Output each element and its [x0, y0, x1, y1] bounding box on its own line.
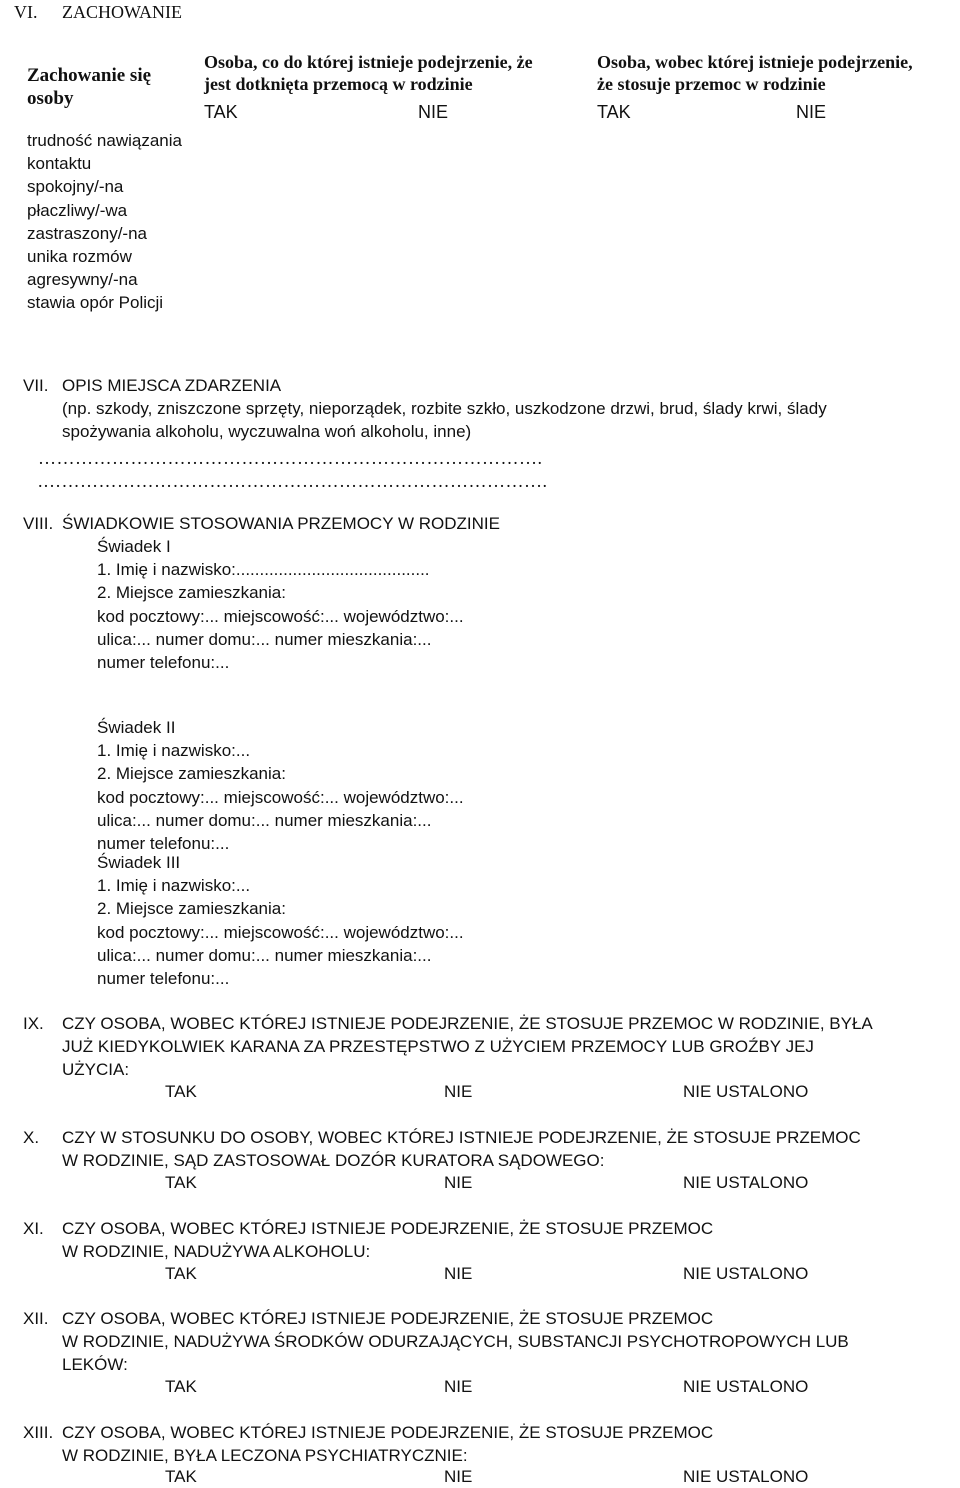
witness-3 — [97, 851, 464, 990]
section-7-description-line1: (np. szkody, zniszczone sprzęty, nieporządek, rozbite szkło, uszkodzone drzwi, brud, ślady krwi, ślady — [62, 399, 827, 418]
question-text-line: UŻYCIA: — [62, 1060, 130, 1079]
witness-street-field[interactable]: ulica:... numer domu:... numer mieszkania:... — [97, 945, 432, 965]
question-number: IX. — [23, 1014, 44, 1033]
victim-nie-label[interactable]: NIE — [418, 102, 449, 122]
witness-phone-field[interactable]: numer telefonu:... — [97, 834, 230, 854]
section-7-description-line2: spożywania alkoholu, wyczuwalna woń alkoholu, inne) — [62, 422, 472, 441]
description-dotted-line[interactable]: .………………………………………………………………………. — [38, 471, 548, 491]
perpetrator-nie-label[interactable]: NIE — [796, 102, 827, 122]
witness-street-field[interactable]: ulica:... numer domu:... numer mieszkania:... — [97, 629, 432, 649]
witness-postal-field[interactable]: kod pocztowy:... miejscowość:... województwo:... — [97, 787, 464, 807]
section-7-number: VII. — [23, 376, 49, 395]
answer-nie-ustalono[interactable]: NIE USTALONO — [683, 1082, 809, 1101]
question-text-line: CZY W STOSUNKU DO OSOBY, WOBEC KTÓREJ ISTNIEJE PODEJRZENIE, ŻE STOSUJE PRZEMOC — [62, 1128, 861, 1147]
question-text-line: W RODZINIE, NADUŻYWA ŚRODKÓW ODURZAJĄCYCH, SUBSTANCJI PSYCHOTROPOWYCH LUB — [62, 1332, 849, 1351]
witness-street-field[interactable]: ulica:... numer domu:... numer mieszkania:... — [97, 810, 432, 830]
witness-phone-field[interactable]: numer telefonu:... — [97, 969, 230, 989]
question-number: XIII. — [23, 1423, 54, 1442]
witness-title: Świadek I — [97, 537, 171, 556]
section-6-number: VI. — [14, 2, 38, 22]
behavior-item: trudność nawiązania — [27, 131, 182, 150]
question-text-line: LEKÓW: — [62, 1355, 128, 1374]
section-7-title: OPIS MIEJSCA ZDARZENIA — [62, 376, 282, 395]
perpetrator-tak-label[interactable]: TAK — [597, 102, 631, 122]
answer-nie[interactable]: NIE — [444, 1264, 473, 1283]
question-number: XI. — [23, 1219, 44, 1238]
description-dotted-line[interactable]: ………………………………………………………………………. — [38, 448, 543, 468]
question-text-line: CZY OSOBA, WOBEC KTÓREJ ISTNIEJE PODEJRZENIE, ŻE STOSUJE PRZEMOC — [62, 1423, 714, 1442]
question-text-line: CZY OSOBA, WOBEC KTÓREJ ISTNIEJE PODEJRZENIE, ŻE STOSUJE PRZEMOC — [62, 1219, 714, 1238]
victim-column-header-line1: Osoba, co do której istnieje podejrzenie, że — [204, 52, 533, 72]
answer-nie-ustalono[interactable]: NIE USTALONO — [683, 1173, 809, 1192]
answer-nie[interactable]: NIE — [444, 1467, 473, 1486]
section-8-title: ŚWIADKOWIE STOSOWANIA PRZEMOCY W RODZINIE — [62, 514, 500, 533]
question-text-line: W RODZINIE, BYŁA LECZONA PSYCHIATRYCZNIE: — [62, 1446, 468, 1465]
question-number: X. — [23, 1128, 40, 1147]
answer-tak[interactable]: TAK — [165, 1173, 197, 1192]
behavior-item: spokojny/-na — [27, 177, 124, 197]
behavior-item: zastraszony/-na — [27, 223, 147, 243]
question-text-line: W RODZINIE, SĄD ZASTOSOWAŁ DOZÓR KURATORA SĄDOWEGO: — [62, 1151, 605, 1170]
section-6-title: ZACHOWANIE — [62, 2, 182, 22]
answer-nie[interactable]: NIE — [444, 1377, 473, 1396]
witness-title: Świadek II — [97, 718, 176, 737]
perpetrator-column-header-line1: Osoba, wobec której istnieje podejrzenie, — [597, 52, 913, 72]
perpetrator-column-header-line2: że stosuje przemoc w rodzinie — [597, 74, 826, 94]
answer-nie-ustalono[interactable]: NIE USTALONO — [683, 1264, 809, 1283]
answer-nie-ustalono[interactable]: NIE USTALONO — [683, 1467, 809, 1486]
witness-postal-field[interactable]: kod pocztowy:... miejscowość:... województwo:... — [97, 922, 464, 942]
answer-tak[interactable]: TAK — [165, 1467, 197, 1486]
answer-tak[interactable]: TAK — [165, 1377, 197, 1396]
behavior-item: stawia opór Policji — [27, 293, 164, 313]
witness-title: Świadek III — [97, 853, 181, 872]
witness-1 — [97, 535, 464, 674]
victim-column-header-line2: jest dotknięta przemocą w rodzinie — [204, 74, 473, 94]
behavior-list — [27, 129, 182, 315]
answer-nie[interactable]: NIE — [444, 1082, 473, 1101]
answer-nie[interactable]: NIE — [444, 1173, 473, 1192]
question-text-line: CZY OSOBA, WOBEC KTÓREJ ISTNIEJE PODEJRZENIE, ŻE STOSUJE PRZEMOC — [62, 1309, 714, 1328]
section-8-number: VIII. — [23, 514, 54, 533]
behavior-item: płaczliwy/-wa — [27, 200, 128, 220]
victim-tak-label[interactable]: TAK — [204, 102, 238, 122]
witness-name-field[interactable]: 1. Imię i nazwisko:... — [97, 741, 251, 761]
question-text-line: W RODZINIE, NADUŻYWA ALKOHOLU: — [62, 1242, 371, 1261]
witness-name-field[interactable]: 1. Imię i nazwisko:... — [97, 876, 251, 896]
witness-name-field[interactable]: 1. Imię i nazwisko:......................................... — [97, 560, 430, 580]
behavior-item: agresywny/-na — [27, 270, 138, 290]
witness-phone-field[interactable]: numer telefonu:... — [97, 653, 230, 673]
witness-address-label: 2. Miejsce zamieszkania: — [97, 583, 286, 603]
answer-tak[interactable]: TAK — [165, 1264, 197, 1283]
witness-postal-field[interactable]: kod pocztowy:... miejscowość:... województwo:... — [97, 606, 464, 626]
witness-address-label: 2. Miejsce zamieszkania: — [97, 899, 286, 919]
witness-2 — [97, 716, 464, 855]
behavior-column-header: Zachowanie się osoby — [27, 65, 152, 109]
answer-tak[interactable]: TAK — [165, 1082, 197, 1101]
witness-address-label: 2. Miejsce zamieszkania: — [97, 764, 286, 784]
answer-nie-ustalono[interactable]: NIE USTALONO — [683, 1377, 809, 1396]
question-number: XII. — [23, 1309, 49, 1328]
question-text-line: JUŻ KIEDYKOLWIEK KARANA ZA PRZESTĘPSTWO Z UŻYCIEM PRZEMOCY LUB GROŹBY JEJ — [62, 1037, 814, 1056]
behavior-item: kontaktu — [27, 154, 92, 174]
question-text-line: CZY OSOBA, WOBEC KTÓREJ ISTNIEJE PODEJRZENIE, ŻE STOSUJE PRZEMOC W RODZINIE, BYŁA — [62, 1014, 873, 1033]
behavior-item: unika rozmów — [27, 247, 132, 267]
